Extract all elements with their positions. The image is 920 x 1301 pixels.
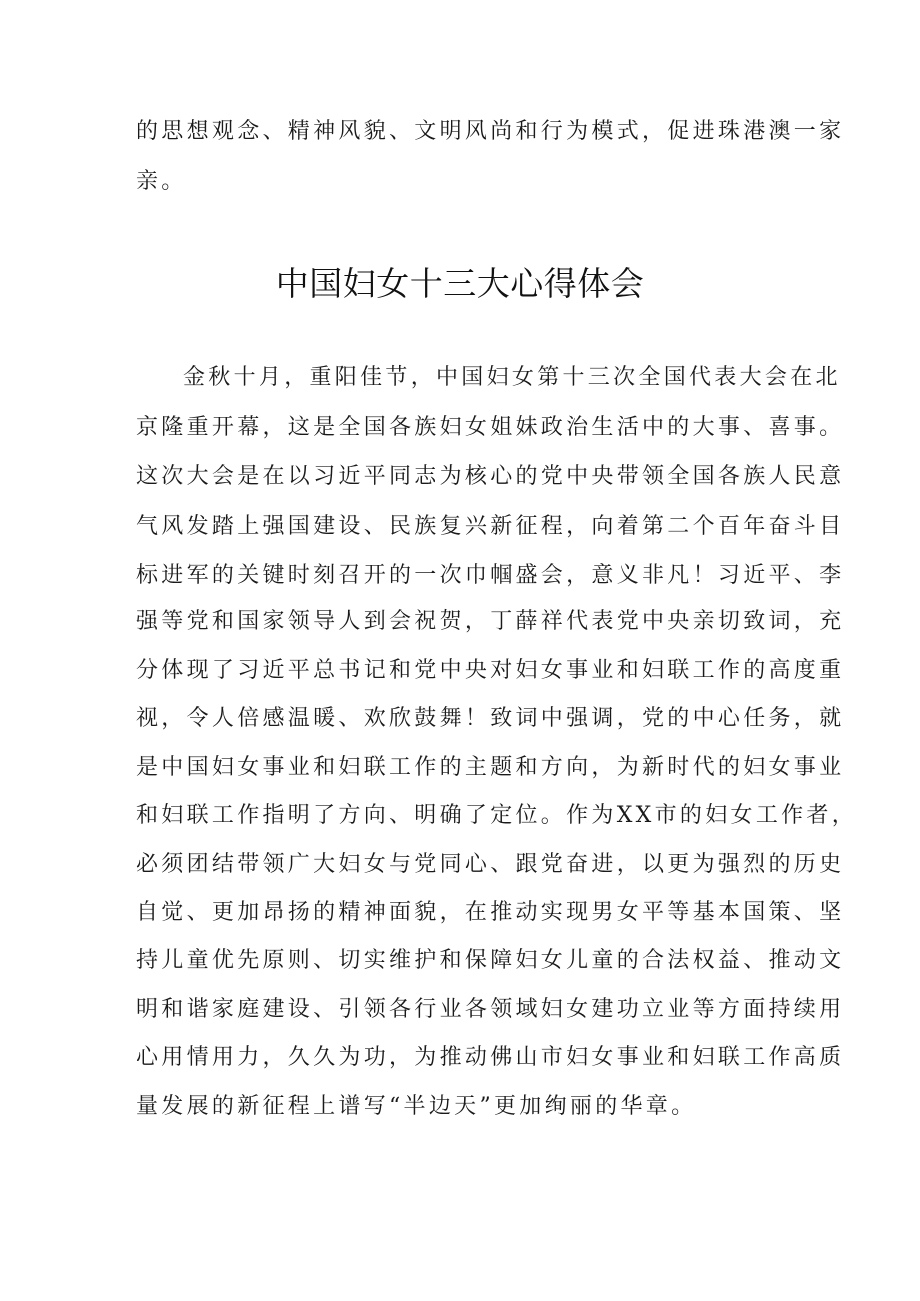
page-title: 中国妇女十三大心得体会 (275, 264, 645, 303)
paragraph-line-7: 分体现了习近平总书记和党中央对妇女事业和妇联工作的高度重 (136, 658, 845, 683)
paragraph-line-10: 和妇联工作指明了方向、明确了定位。作为XX市的妇女工作者， (136, 803, 858, 828)
paragraph-line-9: 是中国妇女事业和妇联工作的主题和方向，为新时代的妇女事业 (136, 755, 845, 780)
continuation-line-1: 的思想观念、精神风貌、文明风尚和行为模式，促进珠港澳一家 (136, 119, 845, 144)
paragraph-line-15: 心用情用力，久久为功，为推动佛山市妇女事业和妇联工作高质 (136, 1045, 845, 1070)
paragraph-line-3: 这次大会是在以习近平同志为核心的党中央带领全国各族人民意 (136, 464, 845, 489)
paragraph-line-12: 自觉、更加昂扬的精神面貌，在推动实现男女平等基本国策、坚 (136, 900, 845, 925)
paragraph-line-2: 京隆重开幕，这是全国各族妇女姐妹政治生活中的大事、喜事。 (136, 415, 845, 440)
paragraph-line-14: 明和谐家庭建设、引领各行业各领域妇女建功立业等方面持续用 (136, 997, 845, 1022)
paragraph-line-4: 气风发踏上强国建设、民族复兴新征程，向着第二个百年奋斗目 (136, 514, 845, 539)
paragraph-line-11: 必须团结带领广大妇女与党同心、跟党奋进，以更为强烈的历史 (136, 852, 845, 877)
continuation-line-2: 亲。 (136, 169, 187, 194)
paragraph-line-5: 标进军的关键时刻召开的一次巾帼盛会，意义非凡！习近平、李 (136, 563, 845, 588)
paragraph-line-6: 强等党和国家领导人到会祝贺，丁薛祥代表党中央亲切致词，充 (136, 609, 845, 634)
paragraph-line-16: 量发展的新征程上谱写“半边天”更加绚丽的华章。 (136, 1094, 697, 1119)
paragraph-line-1: 金秋十月，重阳佳节，中国妇女第十三次全国代表大会在北 (183, 365, 841, 390)
paragraph-line-13: 持儿童优先原则、切实维护和保障妇女儿童的合法权益、推动文 (136, 948, 845, 973)
paragraph-line-8: 视，令人倍感温暖、欢欣鼓舞！致词中强调，党的中心任务，就 (136, 706, 845, 731)
